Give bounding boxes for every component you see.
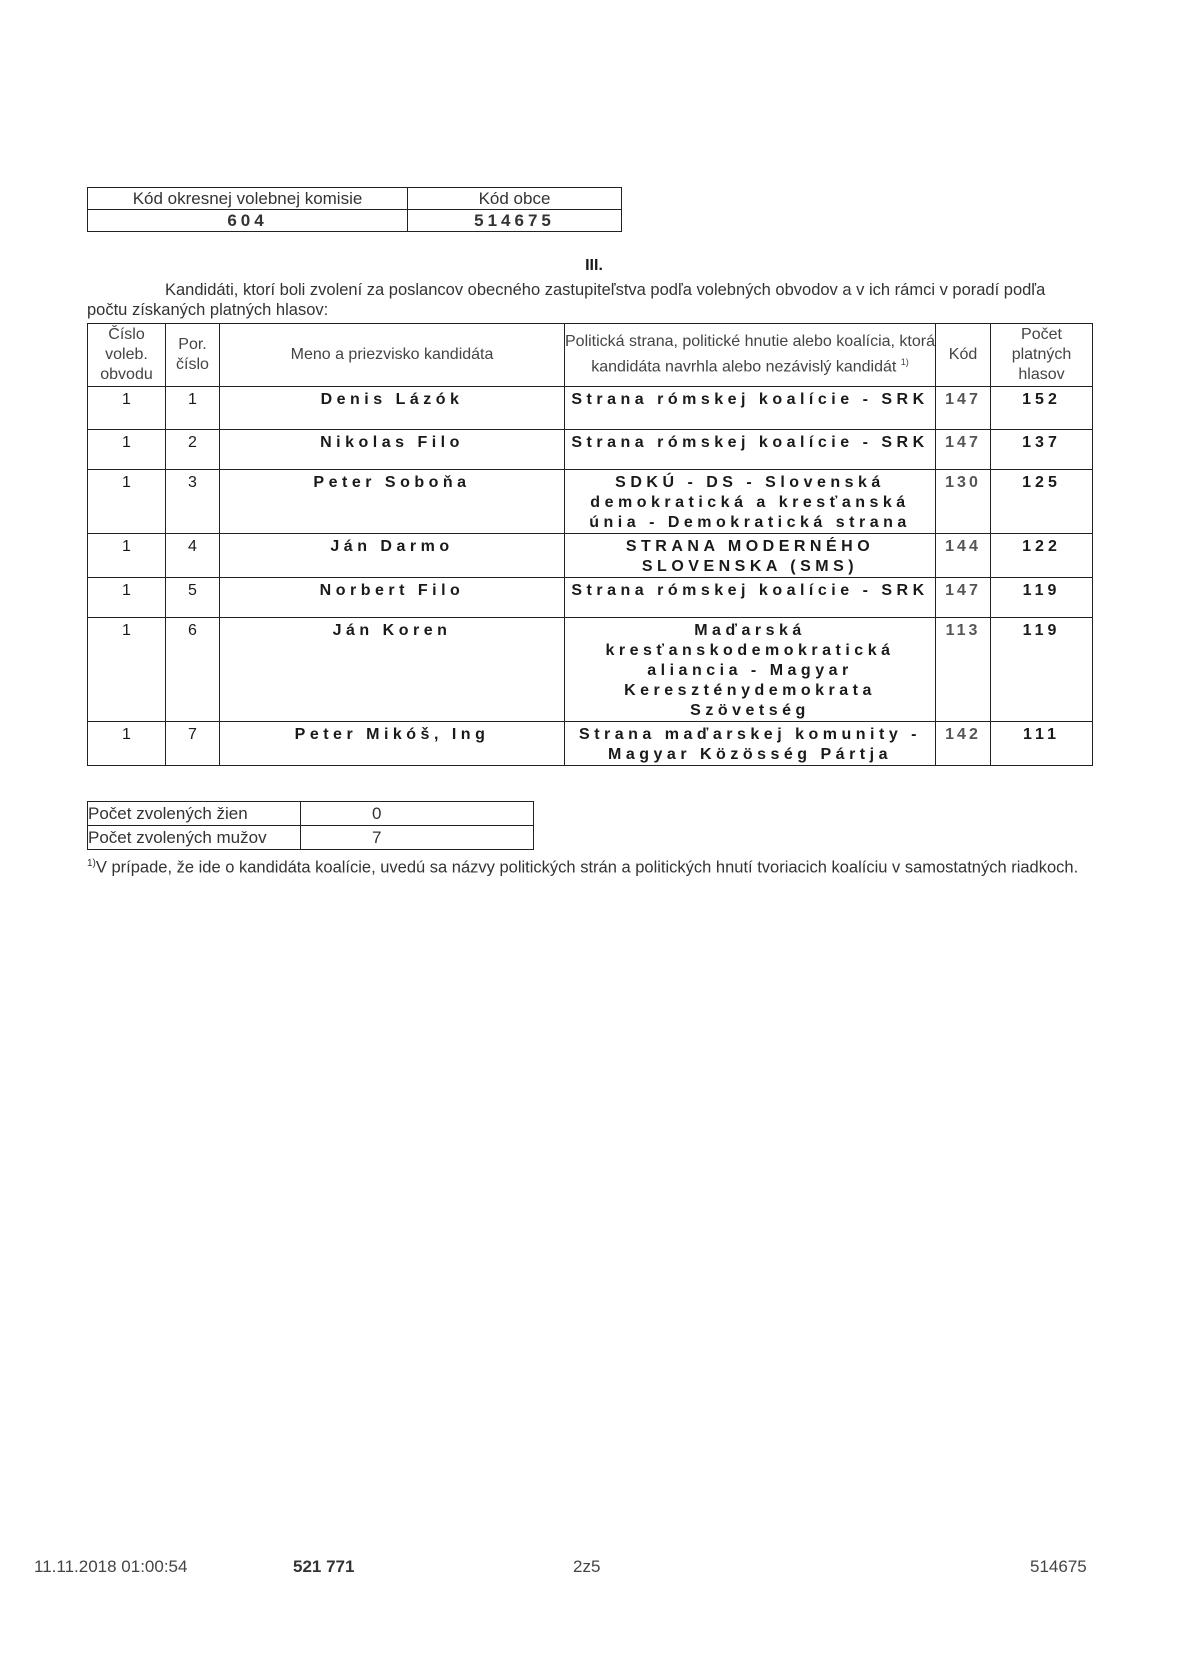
row-party: Strana maďarskej komunity - Magyar Közösség Pártja bbox=[565, 722, 936, 766]
row-candidate-name: Peter Mikóš, Ing bbox=[220, 722, 565, 766]
stats-row-men bbox=[88, 826, 534, 850]
footer-timestamp: 11.11.2018 01:00:54 bbox=[34, 1557, 188, 1576]
district-commission-code-label: Kód okresnej volebnej komisie bbox=[88, 188, 408, 210]
row-order: 5 bbox=[166, 578, 220, 618]
row-candidate-name: Norbert Filo bbox=[220, 578, 565, 618]
codes-table bbox=[87, 187, 622, 232]
header-party-note: 1) bbox=[900, 357, 909, 368]
section-number: III. bbox=[585, 257, 603, 274]
row-votes: 152 bbox=[991, 387, 1093, 430]
row-candidate-name: Peter Soboňa bbox=[220, 470, 565, 534]
header-order: Por. číslo bbox=[166, 324, 220, 387]
table-header-row bbox=[88, 324, 1093, 387]
row-code: 113 bbox=[936, 618, 991, 722]
row-party: Maďarská kresťanskodemokratická aliancia - Magyar Kereszténydemokrata Szövetség bbox=[565, 618, 936, 722]
row-district: 1 bbox=[88, 578, 166, 618]
stats-row-women bbox=[88, 802, 534, 826]
row-code: 142 bbox=[936, 722, 991, 766]
row-votes: 125 bbox=[991, 470, 1093, 534]
row-party: Strana rómskej koalície - SRK bbox=[565, 387, 936, 430]
women-count-value: 0 bbox=[301, 802, 534, 826]
row-district: 1 bbox=[88, 430, 166, 470]
row-order: 3 bbox=[166, 470, 220, 534]
men-count-value: 7 bbox=[301, 826, 534, 850]
header-party-text: Politická strana, politické hnutie alebo koalícia, ktorá kandidáta navrhla alebo nezávislý kandidát bbox=[565, 333, 935, 376]
row-code: 144 bbox=[936, 534, 991, 578]
table-row bbox=[88, 470, 1093, 534]
header-district: Číslo voleb. obvodu bbox=[88, 324, 166, 387]
row-candidate-name: Nikolas Filo bbox=[220, 430, 565, 470]
header-party bbox=[565, 324, 936, 387]
row-party: Strana rómskej koalície - SRK bbox=[565, 578, 936, 618]
row-votes: 119 bbox=[991, 578, 1093, 618]
table-row bbox=[88, 618, 1093, 722]
row-code: 147 bbox=[936, 430, 991, 470]
row-order: 2 bbox=[166, 430, 220, 470]
row-district: 1 bbox=[88, 722, 166, 766]
row-votes: 111 bbox=[991, 722, 1093, 766]
women-count-label: Počet zvolených žien bbox=[88, 802, 301, 826]
section-intro: Kandidáti, ktorí boli zvolení za poslancov obecného zastupiteľstva podľa volebných obvodov a v ich rámci v poradí podľa počtu získaných platných hlasov: bbox=[87, 281, 1046, 319]
row-party: Strana rómskej koalície - SRK bbox=[565, 430, 936, 470]
row-code: 130 bbox=[936, 470, 991, 534]
row-order: 4 bbox=[166, 534, 220, 578]
row-votes: 119 bbox=[991, 618, 1093, 722]
municipality-code-value: 514675 bbox=[408, 210, 622, 232]
table-row bbox=[88, 578, 1093, 618]
row-candidate-name: Denis Lázók bbox=[220, 387, 565, 430]
row-district: 1 bbox=[88, 534, 166, 578]
header-code: Kód bbox=[936, 324, 991, 387]
stats-table bbox=[87, 801, 534, 850]
row-district: 1 bbox=[88, 387, 166, 430]
row-code: 147 bbox=[936, 578, 991, 618]
table-row bbox=[88, 722, 1093, 766]
row-order: 1 bbox=[166, 387, 220, 430]
footer-page-number: 2z5 bbox=[573, 1557, 601, 1576]
footnote-marker: 1) bbox=[87, 858, 96, 869]
table-row bbox=[88, 534, 1093, 578]
row-candidate-name: Ján Koren bbox=[220, 618, 565, 722]
row-order: 6 bbox=[166, 618, 220, 722]
row-code: 147 bbox=[936, 387, 991, 430]
table-row bbox=[88, 387, 1093, 430]
row-district: 1 bbox=[88, 470, 166, 534]
table-row bbox=[88, 430, 1093, 470]
district-commission-code-value: 604 bbox=[88, 210, 408, 232]
footer-municipality-code: 514675 bbox=[1030, 1557, 1087, 1576]
header-name: Meno a priezvisko kandidáta bbox=[220, 324, 565, 387]
header-votes: Počet platných hlasov bbox=[991, 324, 1093, 387]
men-count-label: Počet zvolených mužov bbox=[88, 826, 301, 850]
footnote bbox=[87, 853, 1087, 879]
municipality-code-label: Kód obce bbox=[408, 188, 622, 210]
footnote-text: V prípade, že ide o kandidáta koalície, uvedú sa názvy politických strán a politických hnutí tvoriacich koalíciu v samostatných riadkoch. bbox=[95, 858, 1079, 877]
footer-doc-id: 521 771 bbox=[293, 1557, 355, 1576]
row-district: 1 bbox=[88, 618, 166, 722]
row-candidate-name: Ján Darmo bbox=[220, 534, 565, 578]
row-votes: 122 bbox=[991, 534, 1093, 578]
row-party: STRANA MODERNÉHO SLOVENSKA (SMS) bbox=[565, 534, 936, 578]
row-order: 7 bbox=[166, 722, 220, 766]
row-votes: 137 bbox=[991, 430, 1093, 470]
row-party: SDKÚ - DS - Slovenská demokratická a kresťanská únia - Demokratická strana bbox=[565, 470, 936, 534]
candidates-table bbox=[87, 323, 1093, 766]
candidates-body bbox=[88, 387, 1093, 766]
